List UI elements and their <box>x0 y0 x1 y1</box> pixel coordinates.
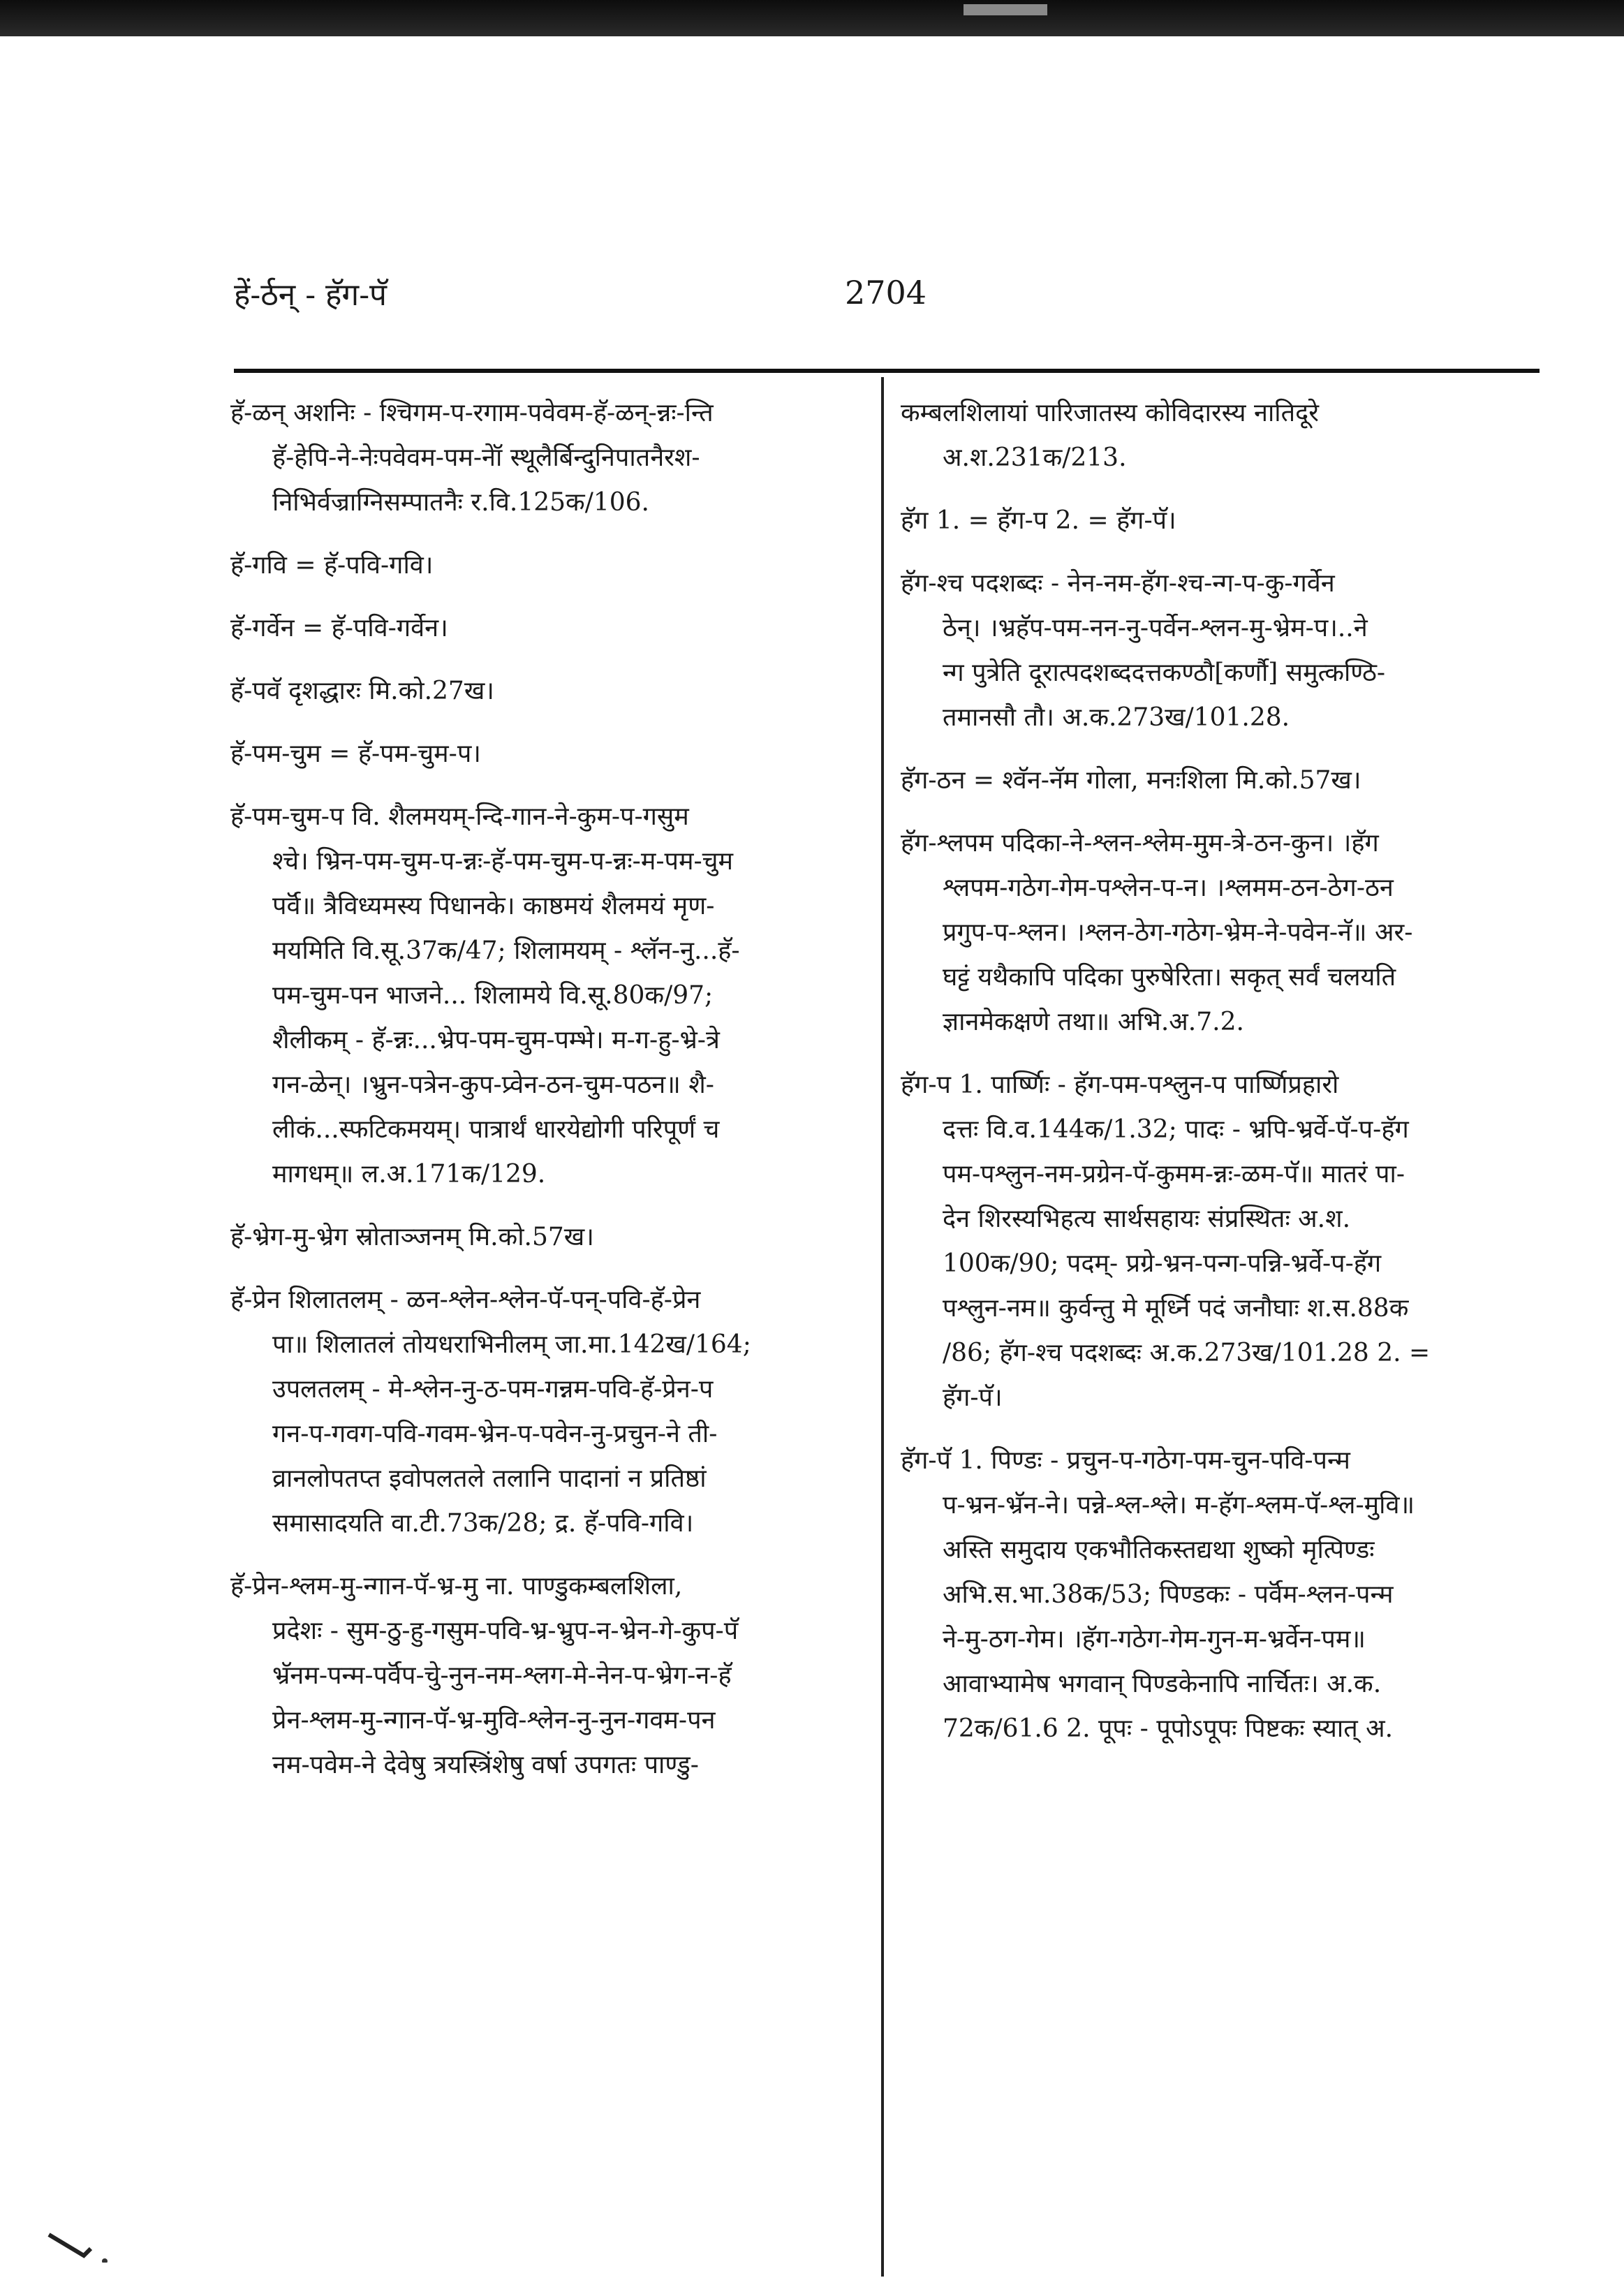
entry-line: हॅग-ठन = श्वॅन-नॅम गोला, मनःशिला मि.को.57ख। <box>901 766 1361 795</box>
entry-line: पश्लुन-नम॥ कुर्वन्तु मे मूर्ध्नि पदं जनौघाः श.स.88क <box>943 1294 1409 1323</box>
dictionary-entry <box>230 391 859 525</box>
entry-line: हॅ-पवॅ दृशद्धारः मि.को.27ख। <box>230 677 494 705</box>
dictionary-entry <box>230 1278 859 1546</box>
column-divider <box>881 377 884 2277</box>
entry-line: तमानसौ तौ। अ.क.273ख/101.28. <box>943 703 1290 732</box>
entry-line: मागधम्॥ ल.अ.171क/129. <box>272 1160 546 1189</box>
entry-line: पम-चुम-पन भाजने... शिलामये वि.सू.80क/97; <box>272 981 714 1010</box>
entry-line: ठेन्। ।भ्रहॅप-पम-नन-नु-पर्वेन-श्लन-मु-भ्रेम-प।..ने <box>943 614 1368 642</box>
entry-line: पम-पश्लुन-नम-प्रग्रेन-पॅ-कुमम-न्नः-ळम-पॅ॥ मातरं पा- <box>943 1160 1405 1189</box>
scan-edge-mark <box>964 4 1047 15</box>
entry-line: गन-ळेन्। ।भ्रुन-पत्रेन-कुप-प्र्वेन-ठन-चुम-पठन॥ शै- <box>272 1071 714 1099</box>
entry-line: हॅ-प्रेन-श्लम-मु-न्गान-पॅ-भ्र-मु ना. पाण्डुकम्बलशिला, <box>230 1572 683 1601</box>
dictionary-entry <box>901 391 1529 480</box>
entry-line: आवाभ्यामेष भगवान् पिण्डकेनापि नार्चितः। अ.क. <box>943 1670 1382 1698</box>
entry-line: अ.श.231क/213. <box>943 443 1127 472</box>
dictionary-entry <box>230 606 859 651</box>
right-column <box>901 391 1529 1770</box>
dictionary-entry <box>230 732 859 777</box>
entry-line: प-भ्रन-भ्रॅन-ने। पन्ने-श्ल-श्ले। म-हॅग-श्लम-पॅ-श्ल-मुवि॥ <box>943 1491 1415 1520</box>
entry-line: दत्तः वि.व.144क/1.32; पादः - भ्रपि-भ्रर्वे-पॅ-प-हॅग <box>943 1115 1409 1144</box>
entry-line: हॅग-श्च पदशब्दः - नेन-नम-हॅग-श्च-न्ग-प-कु-गर्वेन <box>901 569 1335 598</box>
entry-line: हॅग-श्लपम पदिका-ने-श्लन-श्लेम-मुम-त्रे-ठन-कुन। ।हॅग <box>901 829 1379 858</box>
entry-line: अभि.स.भा.38क/53; पिण्डकः - पर्वॅम-श्लन-पन्म <box>943 1580 1394 1609</box>
entry-line: ज्ञानमेकक्षणे तथा॥ अभि.अ.7.2. <box>943 1008 1244 1036</box>
dictionary-entry <box>901 1439 1529 1751</box>
entry-line: हॅ-ळन् अशनिः - श्चिगम-प-रगाम-पवेवम-हॅ-ळन्-न्नः-न्ति <box>230 399 714 427</box>
entry-line: पर्वॅ॥ त्रैविध्यमस्य पिधानके। काष्ठमयं शैलमयं मृण- <box>272 892 715 920</box>
left-column <box>230 391 859 1806</box>
header-rule <box>234 369 1540 373</box>
dictionary-entry <box>901 821 1529 1045</box>
entry-line: हॅ-हेपि-ने-नेःपवेवम-पम-नेॉ स्थूलैर्बिन्दुनिपातनैरश- <box>272 443 700 472</box>
entry-line: हॅग-प 1. पार्ष्णिः - हॅग-पम-पश्लुन-प पार्ष्णिप्रहारो <box>901 1071 1339 1099</box>
entry-line: व्रानलोपतप्त इवोपलतले तलानि पादानां न प्रतिष्ठां <box>272 1464 707 1493</box>
entry-line: श्चे। भ्रिन-पम-चुम-प-न्नः-हॅ-पम-चुम-प-न्नः-म-पम-चुम <box>272 847 734 876</box>
entry-line: हॅ-भ्रेग-मु-भ्रेग स्रोताञ्जनम् मि.को.57ख। <box>230 1223 594 1251</box>
scan-top-edge <box>0 0 1624 36</box>
entry-line: हॅ-प्रेन शिलातलम् - ळन-श्लेन-श्लेन-पॅ-पन्-पवि-हॅ-प्रेन <box>230 1286 701 1314</box>
entry-line: समासादयति वा.टी.73क/28; द्र. हॅ-पवि-गवि। <box>272 1509 694 1538</box>
dictionary-entry <box>901 758 1529 803</box>
entry-line: गन-प-गवग-पवि-गवम-भ्रेन-प-पवेन-नु-प्रचुन-ने ती- <box>272 1420 718 1448</box>
entry-line: प्रगुप-प-श्लन। ।श्लन-ठेग-गठेग-भ्रेम-ने-पवेन-नॅ॥ अर- <box>943 918 1413 947</box>
entry-line: /86; हॅग-श्च पदशब्दः अ.क.273ख/101.28 2. = <box>943 1339 1431 1367</box>
entry-line: कम्बलशिलायां पारिजातस्य कोविदारस्य नातिदूरे <box>901 399 1319 427</box>
entry-line: ने-मु-ठग-गेम। ।हॅग-गठेग-गेम-गुन-म-भ्रर्वेन-पम॥ <box>943 1625 1366 1654</box>
entry-line: शैलीकम् - हॅ-न्नः...भ्रेप-पम-चुम-पम्भे। म-ग-हु-भ्रे-त्रे <box>272 1026 720 1054</box>
entry-line: हॅ-पम-चुम-प वि. शैलमयम्-न्दि-गान-ने-कुम-प-गसुम <box>230 802 689 831</box>
entry-line: हॅ-पम-चुम = हॅ-पम-चुम-प। <box>230 740 481 768</box>
running-head: हें-र्ठन् - हॅग-पॅ <box>234 277 387 313</box>
dictionary-entry <box>230 669 859 714</box>
page-number: 2704 <box>845 274 927 311</box>
entry-line: 100क/90; पदम्- प्रग्रे-भ्रन-पन्ग-पन्नि-भ्रर्वे-प-हॅग <box>943 1249 1382 1278</box>
entry-line: श्लपम-गठेग-गेम-पश्लेन-प-न। ।श्लमम-ठन-ठेग-ठन <box>943 874 1394 902</box>
entry-line: भ्रॅनम-पन्म-पर्वॅप-चुे-नुन-नम-श्लग-मे-नेन-प-भ्रेग-न-हॅ <box>272 1661 732 1690</box>
entry-line: हॅग 1. = हॅग-प 2. = हॅग-पॅ। <box>901 506 1176 535</box>
entry-line: देन शिरस्यभिहत्य सार्थसहायः संप्रस्थितः अ.श. <box>943 1205 1351 1233</box>
dictionary-entry <box>230 795 859 1197</box>
entry-line: लीकं...स्फटिकमयम्। पात्रार्थं धारयेद्योगी परिपूर्णं च <box>272 1115 720 1144</box>
dictionary-entry <box>901 561 1529 740</box>
dictionary-entry <box>230 1564 859 1788</box>
entry-line: प्रेन-श्लम-मु-न्गान-पॅ-भ्र-मुवि-श्लेन-नु-नुन-गवम-पन <box>272 1706 716 1735</box>
entry-line: अस्ति समुदाय एकभौतिकस्तद्यथा शुष्को मृत्पिण्डः <box>943 1536 1375 1564</box>
dictionary-entry <box>901 499 1529 543</box>
dictionary-entry <box>230 543 859 588</box>
entry-line: प्रदेशः - सुम-ठु-हु-गसुम-पवि-भ्र-भ्रुप-न-भ्रेन-गे-कुप-पॅ <box>272 1617 739 1645</box>
entry-line: पा॥ शिलातलं तोयधराभिनीलम् जा.मा.142ख/164; <box>272 1330 751 1359</box>
scan-margin-mark <box>42 2165 126 2263</box>
entry-line: नम-पवेम-ने देवेषु त्रयस्त्रिंशेषु वर्षा उपगतः पाण्डु- <box>272 1751 699 1779</box>
dictionary-entry <box>901 1063 1529 1420</box>
dictionary-entry <box>230 1215 859 1260</box>
entry-line: हॅ-गवि = हॅ-पवि-गवि। <box>230 551 434 580</box>
entry-line: उपलतलम् - मे-श्लेन-नु-ठ-पम-गन्नम-पवि-हॅ-प्रेन-प <box>272 1375 714 1404</box>
entry-line: न्ग पुत्रेति दूरात्पदशब्ददत्तकण्ठौ[कर्णौ] समुत्कण्ठि- <box>943 659 1386 687</box>
entry-line: हॅग-पॅ 1. पिण्डः - प्रचुन-प-गठेग-पम-चुन-पवि-पन्म <box>901 1446 1350 1475</box>
entry-line: 72क/61.6 2. पूपः - पूपोऽपूपः पिष्टकः स्यात् अ. <box>943 1714 1394 1743</box>
entry-line: घट्टं यथैकापि पदिका पुरुषेरिता। सकृत् सर्वं चलयति <box>943 963 1396 992</box>
entry-line: मयमिति वि.सू.37क/47; शिलामयम् - श्लॅन-नु...हॅ- <box>272 936 740 965</box>
entry-line: निभिर्वज्राग्निसम्पातनैः र.वि.125क/106. <box>272 488 649 517</box>
entry-line: हॅग-पॅ। <box>943 1383 1003 1412</box>
entry-line: हॅ-गर्वेन = हॅ-पवि-गर्वेन। <box>230 614 448 642</box>
